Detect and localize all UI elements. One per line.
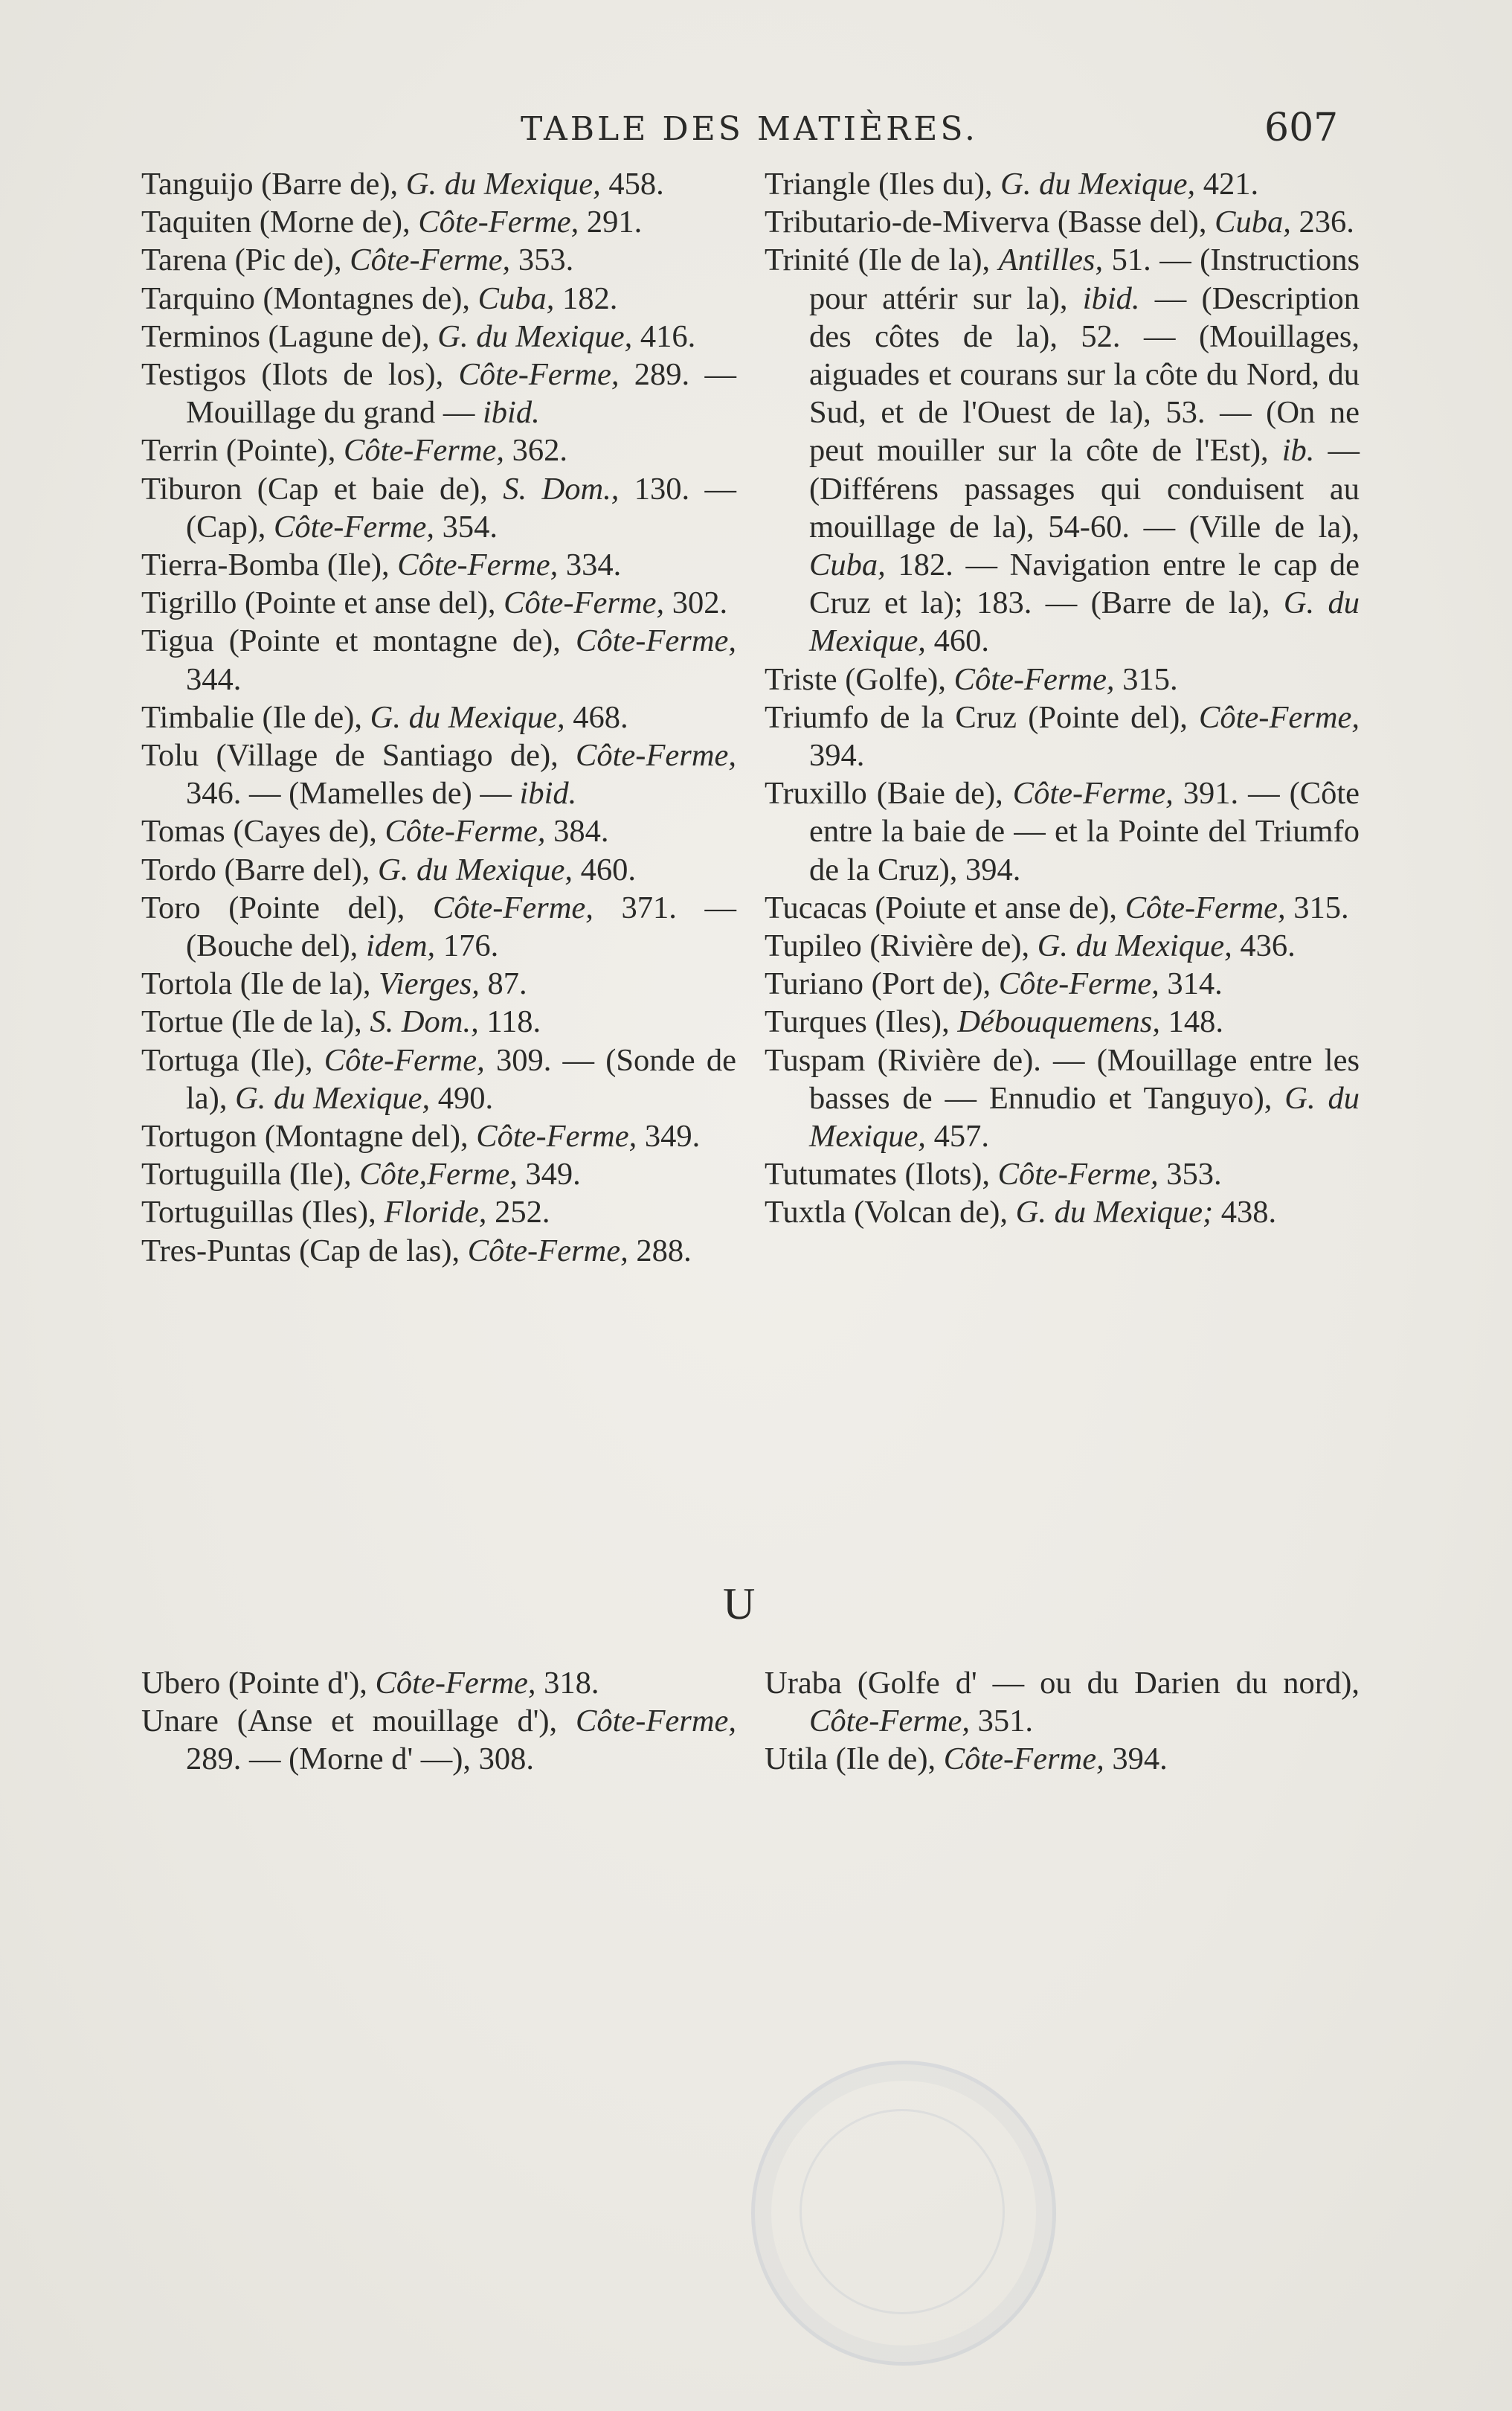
entry-text: 315. bbox=[1285, 890, 1349, 925]
index-entry bbox=[765, 1041, 1360, 1156]
entry-text: Uraba (Golfe d' — ou du Darien du nord), bbox=[765, 1666, 1360, 1701]
index-entry bbox=[141, 736, 736, 812]
index-entry bbox=[141, 622, 736, 698]
entry-text: 318. bbox=[535, 1666, 599, 1701]
entry-location: Côte-Ferme, bbox=[324, 1042, 485, 1078]
index-entry bbox=[141, 1232, 736, 1270]
entry-text: Tributario-de-Miverva (Basse del), bbox=[765, 205, 1215, 240]
entry-text: 315. bbox=[1114, 661, 1178, 697]
entry-location: G. du Mexique, bbox=[235, 1080, 431, 1116]
entry-text: Terrin (Pointe), bbox=[141, 433, 344, 469]
entry-text: Tres-Puntas (Cap de las), bbox=[141, 1233, 468, 1268]
entry-text: — (Description des côtes de la), 52. — (Mouillages, aiguades et courans sur la côte du Nord, du Sud, et de l'Ouest de la), 53. — (On ne peut mouiller sur la côte de l'Est), bbox=[809, 280, 1360, 469]
entry-text: 314. bbox=[1159, 966, 1223, 1002]
entry-location: Floride, bbox=[384, 1195, 487, 1230]
index-entry bbox=[141, 889, 736, 965]
entry-text: 346. — (Mamelles de) — bbox=[186, 776, 520, 812]
index-entry bbox=[765, 203, 1360, 241]
entry-text: Tarquino (Montagnes de), bbox=[141, 280, 478, 316]
entry-location: S. Dom., bbox=[370, 1004, 479, 1040]
index-entry bbox=[141, 165, 736, 203]
entry-text: 289. — Mouillage du grand — bbox=[186, 357, 736, 431]
index-entry bbox=[141, 1041, 736, 1117]
entry-text: Triste (Golfe), bbox=[765, 661, 954, 697]
entry-location: Côte-Ferme, bbox=[397, 548, 559, 583]
entry-text: Tutumates (Ilots), bbox=[765, 1157, 998, 1192]
entry-location: Côte-Ferme, bbox=[1125, 890, 1286, 925]
entry-location: Côte-Ferme, bbox=[432, 890, 593, 925]
entry-text: 458. bbox=[600, 167, 664, 202]
entry-location: ib. bbox=[1281, 433, 1315, 469]
entry-text: Tigua (Pointe et montagne de), bbox=[141, 623, 576, 659]
entry-text: Taquiten (Morne de), bbox=[141, 205, 419, 240]
entry-text: Tierra-Bomba (Ile), bbox=[141, 548, 398, 583]
library-stamp-ring bbox=[800, 2109, 1005, 2314]
entry-text: 302. bbox=[664, 585, 728, 621]
entry-text: Triangle (Iles du), bbox=[765, 167, 1001, 202]
entry-text: Toro (Pointe del), bbox=[141, 890, 433, 925]
index-entry bbox=[765, 241, 1360, 660]
entry-text: 353. bbox=[1158, 1157, 1222, 1192]
index-entry bbox=[141, 812, 736, 850]
entry-location: S. Dom., bbox=[503, 471, 620, 507]
entry-location: Côte,Ferme, bbox=[359, 1157, 518, 1192]
index-entry bbox=[141, 203, 736, 241]
entry-text: 130. — (Cap), bbox=[186, 471, 737, 545]
entry-location: Côte-Ferme, bbox=[953, 661, 1115, 697]
entry-location: Côte-Ferme, bbox=[504, 585, 665, 621]
entry-location: Côte-Ferme, bbox=[1199, 699, 1360, 735]
entry-location: Côte-Ferme, bbox=[576, 623, 736, 659]
entry-location: ibid. bbox=[519, 776, 577, 812]
entry-text: 349. bbox=[517, 1157, 581, 1192]
entry-text: 438. bbox=[1213, 1195, 1277, 1230]
index-entry bbox=[141, 584, 736, 622]
entry-text: Turques (Iles), bbox=[765, 1004, 958, 1040]
entry-text: 289. — (Morne d' —), 308. bbox=[186, 1741, 535, 1777]
entry-text: 391. — (Côte entre la baie de — et la Pointe del Triumfo de la Cruz), 394. bbox=[809, 776, 1360, 887]
entry-location: Côte-Ferme, bbox=[467, 1233, 628, 1268]
entry-text: 436. bbox=[1232, 928, 1296, 964]
entry-text: 309. — (Sonde de la), bbox=[186, 1042, 736, 1116]
entry-text: 182. bbox=[554, 280, 618, 316]
entry-text: 288. bbox=[628, 1233, 692, 1268]
entry-text: Tortuga (Ile), bbox=[141, 1042, 324, 1078]
index-entry bbox=[765, 699, 1360, 774]
entry-text: Tupileo (Rivière de), bbox=[765, 928, 1038, 964]
entry-location: Côte-Ferme, bbox=[375, 1666, 536, 1701]
entry-location: Côte-Ferme, bbox=[576, 1704, 736, 1739]
entry-location: G. du Mexique, bbox=[809, 1080, 1360, 1155]
index-entry bbox=[141, 1702, 736, 1778]
index-entry bbox=[141, 965, 736, 1003]
entry-text: Tanguijo (Barre de), bbox=[141, 167, 406, 202]
index-entry bbox=[141, 470, 736, 546]
section-letter: U bbox=[723, 1579, 756, 1628]
entry-text: Tolu (Village de Santiago de), bbox=[141, 738, 576, 774]
entry-text: Tortuguilla (Ile), bbox=[141, 1157, 360, 1192]
entry-text: Unare (Anse et mouillage d'), bbox=[141, 1704, 576, 1739]
entry-location: G. du Mexique; bbox=[1015, 1195, 1214, 1230]
entry-location: Cuba, bbox=[1215, 205, 1291, 240]
index-entry bbox=[141, 241, 736, 279]
index-entry bbox=[765, 1740, 1360, 1778]
entry-location: G. du Mexique, bbox=[809, 585, 1360, 659]
index-entry bbox=[765, 661, 1360, 699]
index-column-right bbox=[765, 165, 1360, 1232]
running-title: TABLE DES MATIÈRES. bbox=[521, 110, 978, 148]
index-entry bbox=[141, 1003, 736, 1041]
entry-location: Antilles, bbox=[998, 243, 1104, 278]
entry-location: G. du Mexique, bbox=[1037, 928, 1232, 964]
index-entry bbox=[141, 356, 736, 431]
entry-location: Côte-Ferme, bbox=[385, 814, 546, 850]
entry-text: Tarena (Pic de), bbox=[141, 243, 350, 278]
entry-text: 87. bbox=[479, 966, 527, 1002]
entry-location: Côte-Ferme, bbox=[809, 1704, 970, 1739]
entry-location: Côte-Ferme, bbox=[458, 357, 620, 393]
entry-text: 362. bbox=[504, 433, 567, 469]
entry-text: Terminos (Lagune de), bbox=[141, 318, 438, 354]
entry-text: 394. bbox=[1104, 1741, 1168, 1777]
entry-location: Débouquemens, bbox=[957, 1004, 1160, 1040]
index-entry bbox=[141, 1664, 736, 1702]
entry-location: idem, bbox=[365, 928, 436, 964]
entry-text: 490. bbox=[430, 1080, 494, 1116]
entry-location: Côte-Ferme, bbox=[476, 1119, 637, 1155]
entry-location: Côte-Ferme, bbox=[344, 433, 504, 469]
entry-location: Côte-Ferme, bbox=[418, 205, 579, 240]
entry-location: G. du Mexique, bbox=[437, 318, 633, 354]
index-column-left bbox=[141, 165, 736, 1270]
entry-text: Triumfo de la Cruz (Pointe del), bbox=[765, 699, 1200, 735]
entry-text: 351. bbox=[969, 1704, 1033, 1739]
page-number: 607 bbox=[1264, 106, 1339, 150]
entry-location: Cuba, bbox=[809, 548, 886, 583]
entry-location: ibid. bbox=[482, 395, 540, 431]
index-entry bbox=[141, 699, 736, 736]
entry-text: 252. bbox=[486, 1195, 550, 1230]
entry-text: Tomas (Cayes de), bbox=[141, 814, 385, 850]
index-entry bbox=[765, 165, 1360, 203]
entry-text: 421. bbox=[1195, 167, 1259, 202]
index-entry bbox=[141, 546, 736, 584]
entry-text: 460. bbox=[925, 623, 989, 659]
entry-text: 349. bbox=[637, 1119, 701, 1155]
entry-location: Vierges, bbox=[379, 966, 480, 1002]
entry-text: Utila (Ile de), bbox=[765, 1741, 944, 1777]
entry-text: 460. bbox=[573, 852, 637, 887]
entry-location: Cuba, bbox=[477, 280, 555, 316]
entry-text: 468. bbox=[564, 699, 628, 735]
entry-text: 118. bbox=[478, 1004, 541, 1040]
entry-text: — (Différens passages qui conduisent au mouillage de la), 54-60. — (Ville de la), bbox=[809, 433, 1360, 545]
index-entry bbox=[141, 280, 736, 318]
entry-text: 51. — (Instructions pour attérir sur la), bbox=[809, 243, 1360, 316]
index-entry bbox=[765, 1155, 1360, 1193]
entry-text: 148. bbox=[1159, 1004, 1223, 1040]
entry-text: 384. bbox=[545, 814, 609, 850]
entry-text: 344. bbox=[186, 661, 242, 697]
entry-text: Ubero (Pointe d'), bbox=[141, 1666, 376, 1701]
entry-text: Tiburon (Cap et baie de), bbox=[141, 471, 504, 507]
library-stamp bbox=[751, 2061, 1056, 2366]
entry-text: 371. — (Bouche del), bbox=[186, 890, 736, 964]
entry-location: Côte-Ferme, bbox=[274, 509, 434, 545]
entry-text: 457. bbox=[925, 1119, 989, 1155]
running-header bbox=[0, 106, 1512, 155]
entry-text: Tigrillo (Pointe et anse del), bbox=[141, 585, 504, 621]
entry-location: ibid. bbox=[1082, 280, 1140, 316]
entry-text: Tortola (Ile de la), bbox=[141, 966, 379, 1002]
entry-text: 416. bbox=[632, 318, 696, 354]
index-entry bbox=[141, 431, 736, 469]
entry-text: Tortuguillas (Iles), bbox=[141, 1195, 385, 1230]
index-entry bbox=[765, 965, 1360, 1003]
entry-text: Trinité (Ile de la), bbox=[765, 243, 999, 278]
entry-text: 334. bbox=[558, 548, 622, 583]
entry-location: G. du Mexique, bbox=[378, 852, 573, 887]
index-entry bbox=[765, 1664, 1360, 1740]
entry-text: Timbalie (Ile de), bbox=[141, 699, 370, 735]
index-entry bbox=[141, 1155, 736, 1193]
entry-text: Tuspam (Rivière de). — (Mouillage entre les basses de — Ennudio et Tanguyo), bbox=[765, 1042, 1360, 1116]
index-entry bbox=[765, 1193, 1360, 1231]
entry-location: G. du Mexique, bbox=[370, 699, 565, 735]
entry-text: 291. bbox=[579, 205, 643, 240]
entry-text: 394. bbox=[809, 738, 865, 774]
entry-text: 182. — Navigation entre le cap de Cruz et la); 183. — (Barre de la), bbox=[809, 548, 1360, 621]
index-entry bbox=[141, 851, 736, 889]
entry-location: Côte-Ferme, bbox=[998, 966, 1159, 1002]
index-entry bbox=[765, 889, 1360, 927]
index-entry bbox=[765, 774, 1360, 889]
entry-text: Tortue (Ile de la), bbox=[141, 1004, 370, 1040]
index-entry bbox=[141, 318, 736, 356]
index-column-right-u bbox=[765, 1664, 1360, 1779]
entry-location: G. du Mexique, bbox=[405, 167, 601, 202]
entry-text: 236. bbox=[1290, 205, 1354, 240]
entry-text: Tuxtla (Volcan de), bbox=[765, 1195, 1016, 1230]
entry-text: Tordo (Barre del), bbox=[141, 852, 379, 887]
entry-text: Testigos (Ilots de los), bbox=[141, 357, 459, 393]
entry-text: Truxillo (Baie de), bbox=[765, 776, 1013, 812]
entry-location: Côte-Ferme, bbox=[350, 243, 511, 278]
entry-location: Côte-Ferme, bbox=[943, 1741, 1104, 1777]
entry-location: Côte-Ferme, bbox=[576, 738, 736, 774]
index-entry bbox=[765, 1003, 1360, 1041]
entry-location: Côte-Ferme, bbox=[1012, 776, 1174, 812]
entry-text: 176. bbox=[435, 928, 499, 964]
index-entry bbox=[141, 1117, 736, 1155]
index-column-left-u bbox=[141, 1664, 736, 1779]
index-entry bbox=[765, 927, 1360, 965]
entry-text: 353. bbox=[510, 243, 574, 278]
entry-text: 354. bbox=[434, 509, 498, 545]
entry-location: G. du Mexique, bbox=[1000, 167, 1196, 202]
entry-location: Côte-Ferme, bbox=[997, 1157, 1159, 1192]
entry-text: Turiano (Port de), bbox=[765, 966, 999, 1002]
entry-text: Tortugon (Montagne del), bbox=[141, 1119, 477, 1155]
index-entry bbox=[141, 1193, 736, 1231]
entry-text: Tucacas (Poiute et anse de), bbox=[765, 890, 1125, 925]
